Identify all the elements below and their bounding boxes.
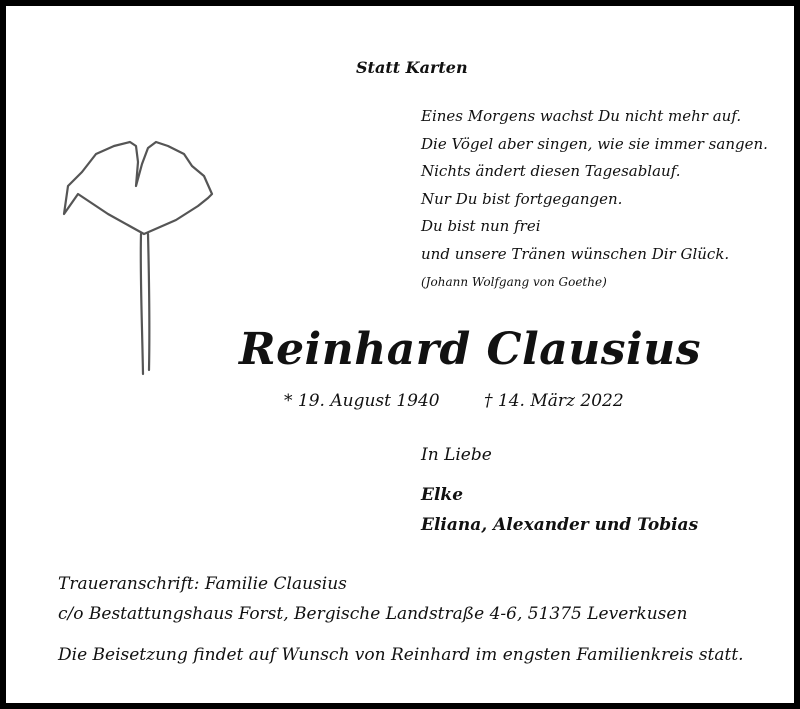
address-line: Traueranschrift: Familie Clausius bbox=[58, 574, 347, 594]
poem-line: Nichts ändert diesen Tagesablauf. bbox=[421, 162, 681, 180]
poem bbox=[421, 103, 768, 268]
funeral-note: Die Beisetzung findet auf Wunsch von Reinhard im engsten Familienkreis statt. bbox=[58, 645, 744, 665]
poem-line: Eines Morgens wachst Du nicht mehr auf. bbox=[421, 107, 742, 125]
family-member: Elke bbox=[421, 485, 464, 505]
death-date: † 14. März 2022 bbox=[484, 391, 624, 411]
birth-date: * 19. August 1940 bbox=[284, 391, 440, 411]
family-names bbox=[421, 480, 698, 540]
mourning-address bbox=[58, 569, 687, 629]
deceased-name: Reinhard Clausius bbox=[239, 324, 702, 375]
poem-line: Die Vögel aber singen, wie sie immer sangen. bbox=[421, 134, 768, 153]
poem-attribution: (Johann Wolfgang von Goethe) bbox=[421, 275, 607, 289]
family-member: Eliana, Alexander und Tobias bbox=[421, 515, 699, 535]
in-love-line: In Liebe bbox=[421, 445, 492, 465]
ginkgo-leaf-icon bbox=[56, 134, 226, 384]
poem-line: Du bist nun frei bbox=[421, 217, 541, 235]
notice-heading: Statt Karten bbox=[356, 58, 468, 77]
poem-line: Nur Du bist fortgegangen. bbox=[421, 189, 623, 208]
poem-line: und unsere Tränen wünschen Dir Glück. bbox=[421, 244, 730, 263]
address-line: c/o Bestattungshaus Forst, Bergische Landstraße 4-6, 51375 Leverkusen bbox=[58, 604, 688, 624]
